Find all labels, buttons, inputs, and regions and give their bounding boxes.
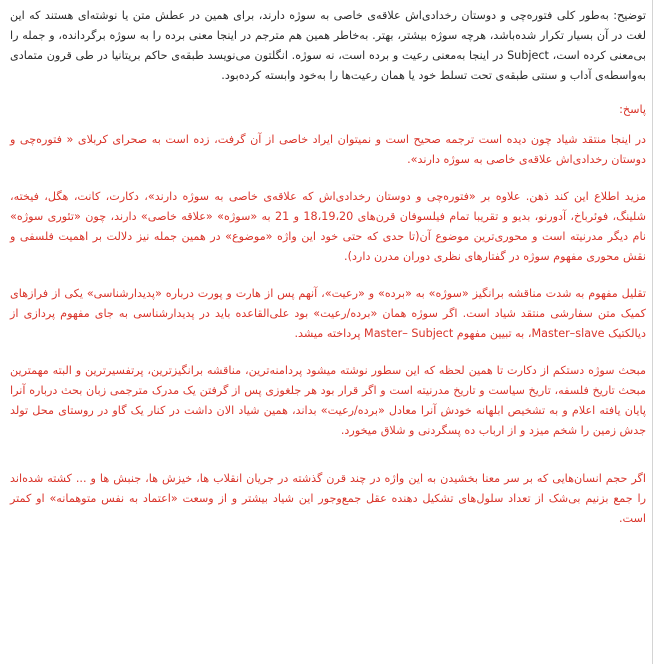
answer-heading: پاسخ: <box>619 103 646 116</box>
answer-paragraph-4: مبحث سوژه دستکم از دکارت تا همین لحظه که این سطور نوشته میشود پردامنه‌ترین، مناقشه برانگیزترین، پرتفسیرترین و البته مهمترین مبحث تاریخ فلسفه، تاریخ سیاست و تاریخ مدرنیته است و اگر قرار بود هر جلغوزی پس از گرفتن یک مدرک مترجمی زبان بحث درباره آنرا پایان یافته اعلام و به تشخیص ابلهانه خودش آنرا معادل «برده/رعیت» بداند، همین شیاد الان داشت در کنار یک گاو در روستای محل تولد جدش زمین را شخم میزد و از ارباب ده پسگردنی و شلاق میخورد. <box>10 364 646 437</box>
answer-paragraph-5: اگر حجم انسان‌هایی که بر سر معنا بخشیدن به این واژه در چند قرن گذشته در جریان انقلاب ها، خیزش ها، جنبش ها و ... کشته شده‌اند را جمع بزنیم بی‌شک از تعداد سلول‌های تشکیل دهنده عقل جمع‌وجور این شیاد بیشتر و از وسعت «اعتماد به نفس متوهمانه» او کمتر است. <box>10 472 646 525</box>
answer-paragraph-3: تقلیل مفهوم به شدت مناقشه برانگیز «سوژه» به «برده» و «رعیت»، آنهم پس از هارت و پورت درباره «پدیدارشناسی» یکی از فرازهای کمیک متن سفارشی منتقد شیاد است. اگر سوژه همان «برده/رعیت» بود علی‌القاعده باید در پدیدارشناسی به جای مفهوم پردازی از دیالکتیک Master–slave، به تبیین مفهوم Master– Subject پرداخته میشد. <box>10 287 646 340</box>
note-paragraph: توضیح: به‌طور کلی فتوره‌چی و دوستان رخدادی‌اش علاقه‌ی خاصی به سوژه دارند، برای همین در عطش متن یا نوشته‌ای هستند که این لغت در آن بسیار تکرار شده‌باشد، هرچه سوژه بیشتر، بهتر. به‌خاطر همین هم مترجم در اینجا معنی برده را به سوژه برگردانده، و جمله را بی‌معنی کرده است، Subject در اینجا به‌معنی رعیت و برده است، نه سوژه. انگلتون می‌نویسد طبقه‌ی حاکم بریتانیا در طی قرون متمادی به‌واسطه‌ی آداب و سنتی طبقه‌ی تحت تسلط خود یا همان رعیت‌ها را به‌خود وابسته کرده‌بود. <box>10 9 646 82</box>
answer-paragraph-2: مزید اطلاع این کند ذهن. علاوه بر «فتوره‌چی و دوستان رخدادی‌اش که علاقه‌ی خاصی به سوژه دارند»، دکارت، کانت، هگل، فیخته، شلینگ، فوئرباخ، آدورنو، بدیو و تقریبا تمام فیلسوفان قرن‌های 18،19،20 و 21 به «سوژه» «علاقه خاصی» دارند، چون «تئوری سوژه» نام دیگر مدرنیته است و محوری‌ترین موضوع آن(تا حدی که حتی خود این واژه «موضوع» در همین جمله نیز دلالت بر اهمیت فلسفی و نقش محوری مفهوم سوژه در گفتارهای نظری دوران مدرن دارد). <box>10 190 646 263</box>
article-body <box>10 6 646 529</box>
answer-paragraph-1: در اینجا منتقد شیاد چون دیده است ترجمه صحیح است و نمیتوان ایراد خاصی از آن گرفت، زده است به صحرای کربلای « فتوره‌چی و دوستان رخدادی‌اش علاقه‌ی خاصی به سوژه دارند». <box>10 133 646 166</box>
